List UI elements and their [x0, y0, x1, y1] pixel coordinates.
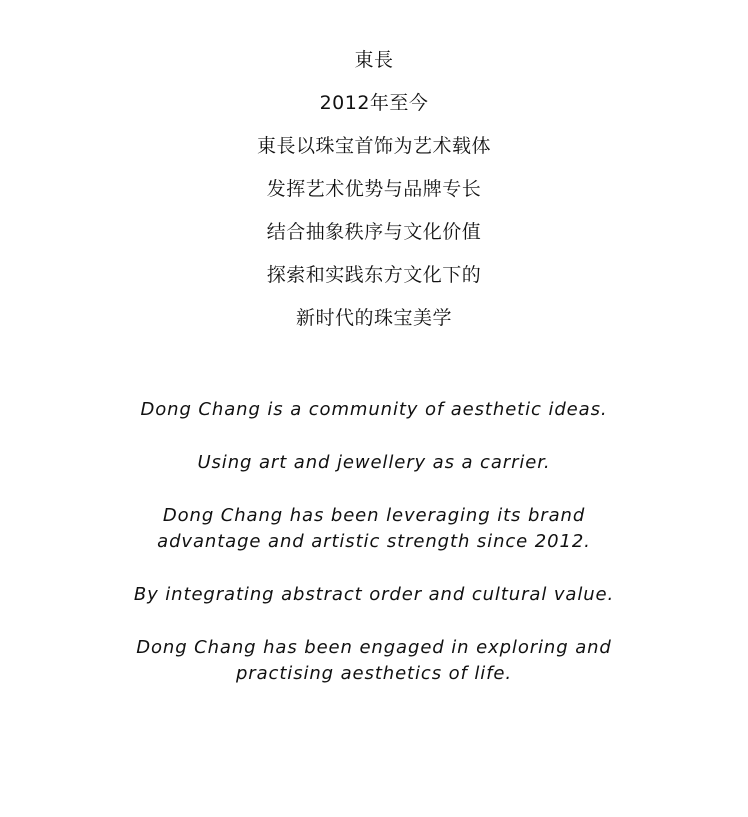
- intro-line-en: Dong Chang is a community of aesthetic ideas.: [140, 399, 608, 420]
- intro-line-en: Dong Chang has been engaged in exploring and: [136, 637, 612, 658]
- brand-name-zh: 東長: [354, 49, 394, 71]
- intro-paragraph-en: [0, 582, 748, 608]
- intro-paragraph-en: [0, 503, 748, 555]
- chinese-intro: [0, 44, 748, 345]
- intro-line-en: Using art and jewellery as a carrier.: [197, 452, 551, 473]
- intro-line-en: Dong Chang has been leveraging its brand: [162, 505, 586, 526]
- since-year-zh: 2012年至今: [319, 92, 429, 114]
- intro-paragraph-en: [0, 450, 748, 476]
- intro-line-zh: 探索和实践东方文化下的: [266, 264, 482, 286]
- intro-line-zh: 发挥艺术优势与品牌专长: [266, 178, 482, 200]
- intro-paragraph-en: [0, 397, 748, 423]
- intro-line-en: By integrating abstract order and cultural value.: [133, 584, 615, 605]
- english-intro: [0, 397, 748, 714]
- intro-line-zh: 東長以珠宝首饰为艺术载体: [256, 135, 491, 157]
- intro-paragraph-en: [0, 635, 748, 687]
- intro-line-en: practising aesthetics of life.: [235, 663, 513, 684]
- intro-line-zh: 结合抽象秩序与文化价值: [266, 221, 482, 243]
- intro-line-en: advantage and artistic strength since 2012.: [157, 531, 591, 552]
- intro-line-zh: 新时代的珠宝美学: [295, 307, 452, 329]
